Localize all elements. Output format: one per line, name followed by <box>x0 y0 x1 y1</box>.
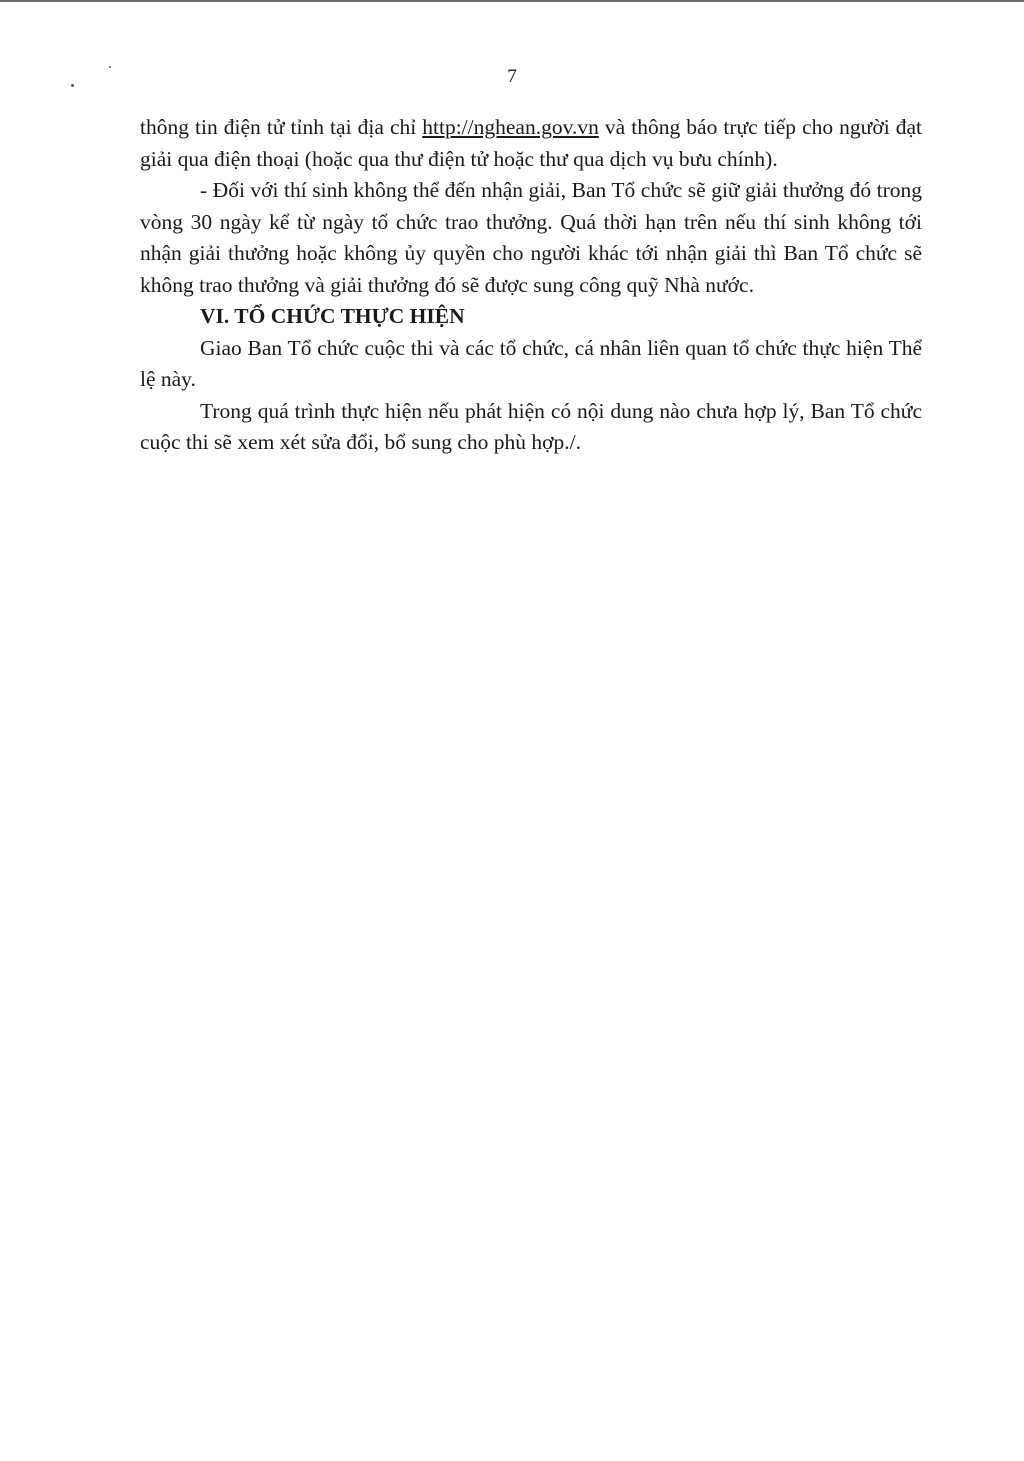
section-heading: VI. TỔ CHỨC THỰC HIỆN <box>200 304 465 328</box>
paragraph-text: thông tin điện tử tỉnh tại địa chỉ <box>140 115 423 139</box>
paragraph-text: và thông báo trực tiếp cho người đạt giải qua điện thoại (hoặc qua thư điện tử hoặc thư qua dịch vụ bưu chính). <box>140 115 922 171</box>
paragraph-implementation: Giao Ban Tổ chức cuộc thi và các tổ chức, cá nhân liên quan tổ chức thực hiện Thể lệ này. <box>140 335 922 391</box>
page-number: 7 <box>507 66 517 87</box>
website-link[interactable]: http://nghean.gov.vn <box>422 115 599 139</box>
paragraph-amendment: Trong quá trình thực hiện nếu phát hiện có nội dung nào chưa hợp lý, Ban Tổ chức cuộc thi sẽ xem xét sửa đổi, bổ sung cho phù hợp./. <box>140 398 922 454</box>
paragraph-announcement <box>140 112 922 175</box>
paragraph-unclaimed-prize: - Đối với thí sinh không thể đến nhận giải, Ban Tổ chức sẽ giữ giải thưởng đó trong vòng 30 ngày kể từ ngày tổ chức trao thưởng. Quá thời hạn trên nếu thí sinh không tới nhận giải thưởng hoặc không ủy quyền cho người khác tới nhận giải thì Ban Tổ chức sẽ không trao thưởng và giải thưởng đó sẽ được sung công quỹ Nhà nước. <box>140 178 922 297</box>
document-body <box>140 112 922 459</box>
scan-top-border <box>0 0 1024 2</box>
